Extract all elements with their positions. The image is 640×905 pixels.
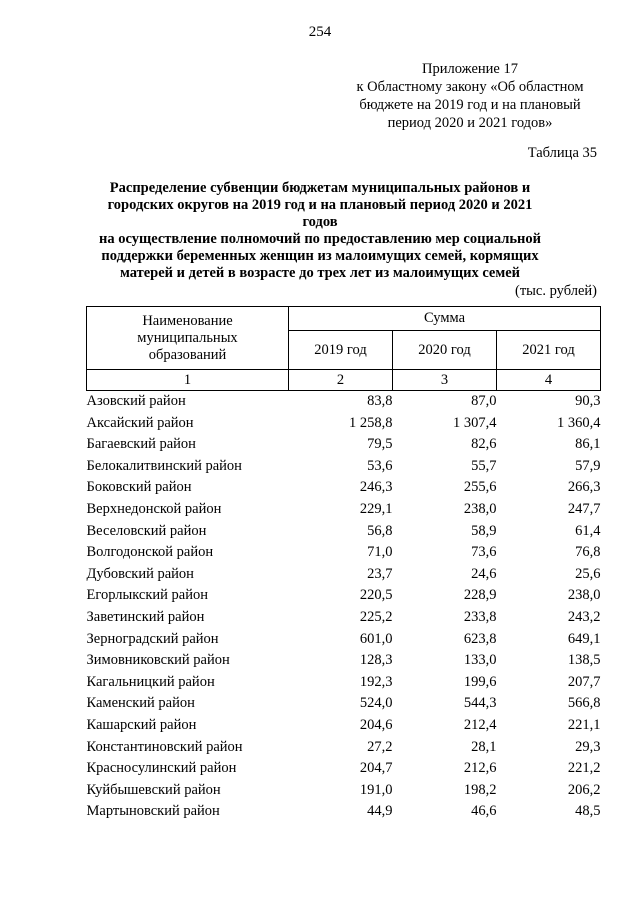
municipality-name: Кашарский район [86, 716, 197, 733]
value-2020: 24,6 [471, 565, 497, 582]
municipality-name: Кагальницкий район [86, 673, 215, 690]
header-year-2019: 2019 год [289, 331, 393, 370]
municipality-name: Веселовский район [86, 522, 207, 539]
units-label: (тыс. рублей) [515, 283, 597, 299]
value-2021: 29,3 [575, 738, 601, 755]
municipality-name: Зерноградский район [86, 630, 219, 647]
value-2019: 225,2 [359, 608, 393, 625]
value-2021: 243,2 [567, 608, 601, 625]
value-2020: 238,0 [463, 500, 497, 517]
table-row [87, 477, 601, 499]
table-row [87, 456, 601, 478]
value-2020: 87,0 [471, 393, 497, 409]
table-label: Таблица 35 [527, 145, 597, 161]
appendix-line-3: бюджете на 2019 год и на плановый [359, 97, 581, 113]
value-2020: 28,1 [471, 738, 497, 755]
value-2021: 57,9 [575, 457, 601, 474]
value-2021: 1 360,4 [557, 414, 601, 431]
value-2019: 83,8 [367, 393, 393, 409]
header-sum: Сумма [289, 307, 601, 331]
table-row [87, 780, 601, 802]
value-2019: 229,1 [359, 500, 393, 517]
table-row [87, 693, 601, 715]
title-line-3: на осуществление полномочий по предоставлению мер социальной [99, 231, 541, 247]
table-row [87, 607, 601, 629]
appendix-line-2: к Областному закону «Об областном [356, 79, 584, 95]
column-number-3: 3 [393, 370, 497, 391]
value-2019: 601,0 [359, 630, 393, 647]
table-row [87, 629, 601, 651]
column-number-1: 1 [87, 370, 289, 391]
value-2020: 46,6 [471, 803, 497, 820]
table-row [87, 801, 601, 823]
value-2019: 27,2 [367, 738, 393, 755]
municipality-name: Аксайский район [86, 414, 194, 431]
value-2020: 198,2 [463, 781, 497, 798]
document-title [90, 180, 550, 282]
appendix-line-4: период 2020 и 2021 годов» [387, 115, 553, 131]
value-2021: 76,8 [575, 544, 601, 561]
value-2019: 220,5 [359, 587, 393, 604]
municipality-name: Боковский район [86, 479, 192, 496]
value-2021: 61,4 [575, 522, 601, 539]
value-2021: 138,5 [567, 652, 601, 669]
municipality-name: Волгодонской район [86, 544, 214, 561]
value-2019: 191,0 [359, 781, 393, 798]
value-2020: 623,8 [463, 630, 497, 647]
value-2019: 204,6 [359, 716, 393, 733]
value-2021: 206,2 [567, 781, 601, 798]
subvention-table [86, 306, 601, 823]
value-2021: 649,1 [567, 630, 601, 647]
value-2021: 207,7 [567, 673, 601, 690]
header-name [87, 307, 289, 370]
value-2020: 73,6 [471, 544, 497, 561]
municipality-name: Зимовниковский район [86, 652, 230, 669]
value-2020: 212,6 [463, 760, 497, 777]
value-2019: 246,3 [359, 479, 393, 496]
value-2019: 128,3 [359, 652, 393, 669]
value-2021: 25,6 [575, 565, 601, 582]
municipality-name: Багаевский район [86, 436, 196, 453]
municipality-name: Куйбышевский район [86, 781, 221, 798]
municipality-name: Константиновский район [86, 738, 243, 755]
value-2021: 238,0 [567, 587, 601, 604]
title-line-1: Распределение субвенции бюджетам муниципальных районов и [109, 180, 531, 196]
value-2019: 53,6 [367, 457, 393, 474]
table-row [87, 564, 601, 586]
value-2019: 192,3 [359, 673, 393, 690]
municipality-name: Каменский район [86, 695, 195, 712]
value-2020: 1 307,4 [453, 414, 497, 431]
header-name-line-1: Наименование [142, 312, 233, 329]
column-number-4: 4 [497, 370, 601, 391]
municipality-name: Мартыновский район [86, 803, 220, 820]
header-year-2021: 2021 год [497, 331, 601, 370]
value-2020: 58,9 [471, 522, 497, 539]
municipality-name: Азовский район [86, 393, 186, 409]
municipality-name: Белокалитвинский район [86, 457, 242, 474]
value-2019: 44,9 [367, 803, 393, 820]
page-number: 254 [308, 24, 332, 40]
municipality-name: Егорлыкский район [86, 587, 208, 604]
value-2020: 82,6 [471, 436, 497, 453]
table-row [87, 585, 601, 607]
value-2019: 71,0 [367, 544, 393, 561]
value-2020: 228,9 [463, 587, 497, 604]
appendix-line-1: Приложение 17 [422, 61, 518, 77]
appendix-block [330, 60, 610, 132]
title-line-5: матерей и детей в возрасте до трех лет из малоимущих семей [119, 265, 521, 281]
value-2019: 204,7 [359, 760, 393, 777]
table-row [87, 521, 601, 543]
municipality-name: Верхнедонской район [86, 500, 222, 517]
value-2021: 48,5 [575, 803, 601, 820]
value-2021: 266,3 [567, 479, 601, 496]
municipality-name: Красносулинский район [86, 760, 237, 777]
value-2019: 79,5 [367, 436, 393, 453]
table-row [87, 434, 601, 456]
header-name-line-3: образований [148, 346, 227, 363]
table-row [87, 650, 601, 672]
value-2020: 255,6 [463, 479, 497, 496]
value-2020: 55,7 [471, 457, 497, 474]
title-line-4: поддержки беременных женщин из малоимущих семей, кормящих [101, 248, 539, 264]
table-row [87, 499, 601, 521]
value-2021: 247,7 [567, 500, 601, 517]
table-row [87, 672, 601, 694]
table-row [87, 758, 601, 780]
value-2019: 56,8 [367, 522, 393, 539]
title-line-2: городских округов на 2019 год и на плановый период 2020 и 2021 годов [107, 197, 533, 230]
header-year-2020: 2020 год [393, 331, 497, 370]
value-2020: 133,0 [463, 652, 497, 669]
table-row [87, 391, 601, 413]
value-2021: 566,8 [567, 695, 601, 712]
table-row [87, 737, 601, 759]
value-2019: 524,0 [359, 695, 393, 712]
table-row [87, 542, 601, 564]
column-number-2: 2 [289, 370, 393, 391]
value-2020: 544,3 [463, 695, 497, 712]
municipality-name: Дубовский район [86, 565, 194, 582]
table-row [87, 413, 601, 435]
value-2020: 212,4 [463, 716, 497, 733]
value-2020: 233,8 [463, 608, 497, 625]
value-2021: 86,1 [575, 436, 601, 453]
municipality-name: Заветинский район [86, 608, 205, 625]
value-2020: 199,6 [463, 673, 497, 690]
value-2019: 23,7 [367, 565, 393, 582]
value-2021: 221,1 [567, 716, 601, 733]
value-2021: 90,3 [575, 393, 601, 409]
value-2019: 1 258,8 [349, 414, 393, 431]
table-body [87, 391, 601, 823]
value-2021: 221,2 [567, 760, 601, 777]
header-name-line-2: муниципальных [137, 329, 238, 346]
table-row [87, 715, 601, 737]
